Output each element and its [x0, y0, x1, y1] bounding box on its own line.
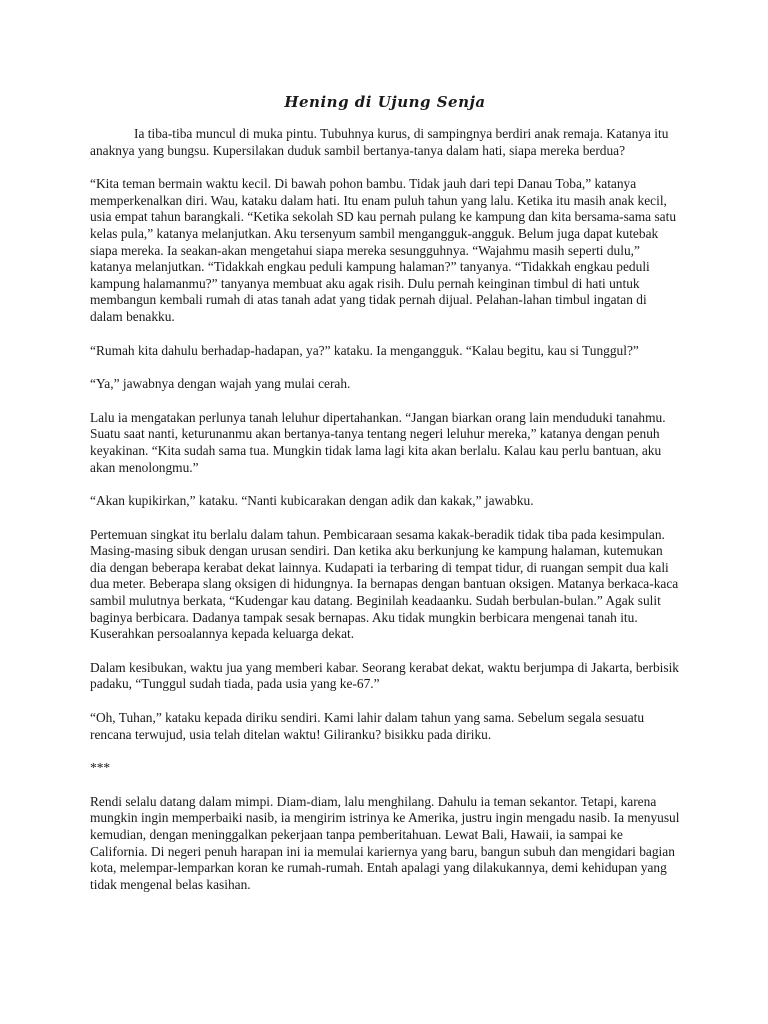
- paragraph-8: Dalam kesibukan, waktu jua yang memberi kabar. Seorang kerabat dekat, waktu berjumpa di Jakarta, berbisik padaku, “Tunggul sudah tiada, pada usia yang ke-67.”: [90, 659, 679, 692]
- story-title: Hening di Ujung Senja: [284, 93, 486, 111]
- paragraph-5: Lalu ia mengatakan perlunya tanah leluhur dipertahankan. “Jangan biarkan orang lain menduduki tanahmu. Suatu saat nanti, keturunanmu akan bertanya-tanya tentang negeri leluhur mereka,” katanya dengan penuh keyakinan. “Kita sudah sama tua. Mungkin tidak lama lagi kita akan berlalu. Kalau kau perlu bantuan, aku akan menolongmu.”: [90, 409, 666, 475]
- document-page: [90, 90, 680, 910]
- paragraph-3: “Rumah kita dahulu berhadap-hadapan, ya?” kataku. Ia mengangguk. “Kalau begitu, kau si Tunggul?”: [90, 342, 639, 358]
- paragraph-10: Rendi selalu datang dalam mimpi. Diam-diam, lalu menghilang. Dahulu ia teman sekantor. Tetapi, karena mungkin ingin memperbaiki nasib, ia mengirim istrinya ke Amerika, justru ingin mengadu nasib. Ia menyusul kemudian, dengan meninggalkan pekerjaan tanpa pemberitahuan. Lewat Bali, Hawaii, ia sampai ke California. Di negeri penuh harapan ini ia memulai kariernya yang baru, bangun subuh dan mengidari bagian kota, melempar-lemparkan koran ke rumah-rumah. Entah apalagi yang dilakukannya, demi kehidupan yang tidak mengenal belas kasihan.: [90, 793, 680, 892]
- paragraph-7: Pertemuan singkat itu berlalu dalam tahun. Pembicaraan sesama kakak-beradik tidak tiba pada kesimpulan. Masing-masing sibuk dengan urusan sendiri. Dan ketika aku berkunjung ke kampung halaman, kutemukan dia dengan beberapa kerabat dekat lainnya. Kudapati ia terbaring di tempat tidur, di ruangan sempit dua kali dua meter. Beberapa slang oksigen di hidungnya. Ia bernapas dengan bantuan oksigen. Matanya berkaca-kaca sambil mulutnya berkata, “Kudengar kau datang. Beginilah keadaanku. Sudah berbulan-bulan.” Agak sulit baginya berbicara. Dadanya tampak sesak bernapas. Aku tidak mungkin berbicara mengenai tanah itu. Kuserahkan persoalannya kepada keluarga dekat.: [90, 526, 679, 642]
- section-separator: ***: [90, 760, 111, 776]
- paragraph-9: “Oh, Tuhan,” kataku kepada diriku sendiri. Kami lahir dalam tahun yang sama. Sebelum segala sesuatu rencana terwujud, usia telah ditelan waktu! Giliranku? bisikku pada diriku.: [90, 710, 645, 742]
- paragraph-1: Ia tiba-tiba muncul di muka pintu. Tubuhnya kurus, di sampingnya berdiri anak remaja. Katanya itu anaknya yang bungsu. Kupersilakan duduk sambil bertanya-tanya dalam hati, siapa mereka berdua?: [90, 126, 669, 158]
- paragraph-4: “Ya,” jawabnya dengan wajah yang mulai cerah.: [90, 376, 351, 392]
- paragraph-2: “Kita teman bermain waktu kecil. Di bawah pohon bambu. Tidak jauh dari tepi Danau Toba,” katanya memperkenalkan diri. Wau, kataku dalam hati. Itu enam puluh tahun yang lalu. Ketika itu masih anak kecil, usia empat tahun barangkali. “Ketika sekolah SD kau pernah pulang ke kampung dan kita bersama-sama satu kelas pula,” katanya melanjutkan. Aku tersenyum sambil mengangguk-angguk. Belum juga dapat kutebak siapa mereka. Ia seakan-akan mengetahui siapa mereka sesungguhnya. “Wajahmu masih seperti dulu,” katanya melanjutkan. “Tidakkah engkau peduli kampung halaman?” tanyanya. “Tidakkah engkau peduli kampung halamanmu?” tanyanya membuat aku agak risih. Dulu pernah keinginan timbul di hati untuk membangun kembali rumah di atas tanah adat yang tidak pernah dijual. Pelahan-lahan timbul ingatan di dalam benakku.: [90, 176, 677, 324]
- paragraph-6: “Akan kupikirkan,” kataku. “Nanti kubicarakan dengan adik dan kakak,” jawabku.: [90, 493, 534, 509]
